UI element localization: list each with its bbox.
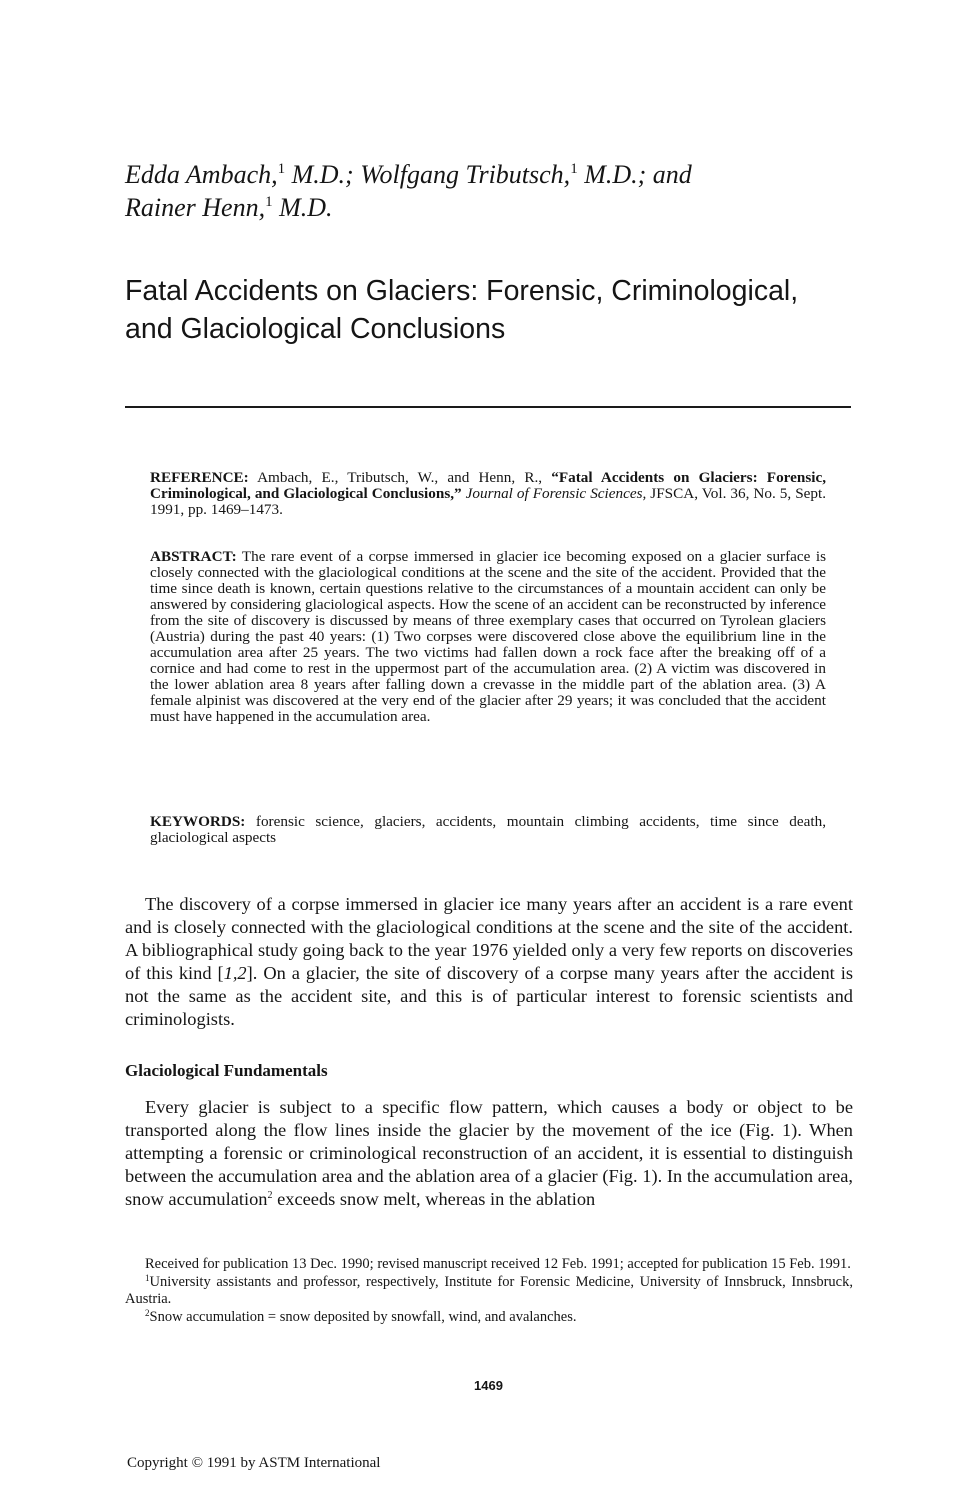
author-3-degree: M.D. [272, 193, 333, 222]
author-1-affiliation-mark: 1 [277, 161, 286, 177]
section-text-2: exceeds snow melt, whereas in the ablation [272, 1189, 596, 1209]
reference-authors: Ambach, E., Tributsch, W., and Henn, R., [248, 469, 552, 486]
intro-text-1: The discovery of a corpse immersed in glacier ice many years after an accident is a rare event and is closely connected with the glaciological conditions at the scene and the site of the accident. A bibliographical study going back to the year 1976 yielded only a very few reports on discoveries of this kind [ [125, 894, 853, 983]
copyright-notice: Copyright © 1991 by ASTM International [127, 1455, 381, 1471]
footnote-2-reference: 2 [267, 1190, 273, 1201]
footnote-2-mark: 2 [145, 1307, 150, 1318]
title-divider [125, 406, 851, 408]
footnote-1-text: University assistants and professor, respectively, Institute for Forensic Medicine, University of Innsbruck, Innsbruck, Austria. [125, 1273, 853, 1307]
abstract-text: The rare event of a corpse immersed in glacier ice becoming exposed on a glacier surface is closely connected with the glaciological conditions at the scene and the site of the accident. Provided that the time since death is known, certain questions relative to the circumstances of a mountain accident can only be answered by considering glaciological aspects. How the scene of an accident can be reconstructed by inference from the site of discovery is discussed by means of three exemplary cases that occurred on Tyrolean glaciers (Austria) during the past 40 years: (1) Two corpses were discovered close above the equilibrium line in the accumulation area after 25 years. The two victims had fallen down a rock face after the breaking off of a cornice and had come to rest in the uppermost part of the accumulation area. (2) A victim was discovered in the lower ablation area 8 years after falling down a crevasse in the middle part of the ablation area. (3) A female alpinist was discovered at the very end of the glacier after 29 years; it was concluded that the accident must have happened in the accumulation area. [150, 548, 826, 725]
author-line-1 [125, 158, 885, 191]
reference-label: REFERENCE: [150, 469, 249, 486]
author-1-degree: M.D.; [285, 160, 361, 189]
author-2-degree: M.D.; and [577, 160, 692, 189]
abstract-paragraph [150, 549, 826, 725]
paper-title-line-2: and Glaciological Conclusions [125, 313, 506, 345]
intro-text-2: ]. On a glacier, the site of discovery of a corpse many years after the accident is not the same as the accident site, and this is of particular interest to forensic scientists and criminologists. [125, 963, 853, 1029]
reference-paragraph [150, 470, 826, 518]
author-2-name: Wolfgang Tributsch, [360, 160, 571, 189]
intro-citation: 1,2 [223, 963, 247, 983]
section-paragraph [125, 1096, 853, 1211]
paper-title [125, 272, 865, 348]
section-text-1: Every glacier is subject to a specific flow pattern, which causes a body or object to be transported along the flow lines inside the glacier by the movement of the ice (Fig. 1). When attempting a forensic or criminological reconstruction of an accident, it is essential to distinguish between the accumulation area and the ablation area of a glacier (Fig. 1). In the accumulation area, snow accumulation [125, 1097, 853, 1209]
abstract-label: ABSTRACT: [150, 548, 237, 565]
reference-article-title: “Fatal Accidents on Glaciers: Forensic, Criminological, and Glaciological Conclusions,” [150, 469, 827, 502]
author-3-affiliation-mark: 1 [265, 194, 273, 210]
author-1-name: Edda Ambach, [125, 160, 278, 189]
author-2-affiliation-mark: 1 [570, 161, 578, 177]
keywords-text: forensic science, glaciers, accidents, mountain climbing accidents, time since death, glaciological aspects [150, 813, 826, 846]
paper-title-line-1: Fatal Accidents on Glaciers: Forensic, Criminological, [125, 275, 799, 307]
footnote-2-text: Snow accumulation = snow deposited by snowfall, wind, and avalanches. [149, 1308, 577, 1325]
footnote-2 [125, 1309, 853, 1327]
keywords-paragraph [150, 814, 826, 846]
footnote-1 [125, 1274, 853, 1309]
author-line-2 [125, 191, 885, 224]
author-list [125, 158, 885, 224]
page-number: 1469 [474, 1378, 503, 1393]
keywords-label: KEYWORDS: [150, 813, 246, 830]
intro-paragraph [125, 893, 853, 1031]
reference-journal: Journal of Forensic Sciences, [461, 485, 647, 502]
received-note: Received for publication 13 Dec. 1990; revised manuscript received 12 Feb. 1991; accepted for publication 15 Feb. 1991. [145, 1256, 851, 1272]
footnotes [125, 1256, 853, 1326]
author-3-name: Rainer Henn, [125, 193, 266, 222]
reference-details: JFSCA, Vol. 36, No. 5, Sept. 1991, pp. 1469–1473. [150, 485, 826, 518]
footnote-1-mark: 1 [145, 1272, 150, 1283]
section-heading: Glaciological Fundamentals [125, 1061, 328, 1080]
